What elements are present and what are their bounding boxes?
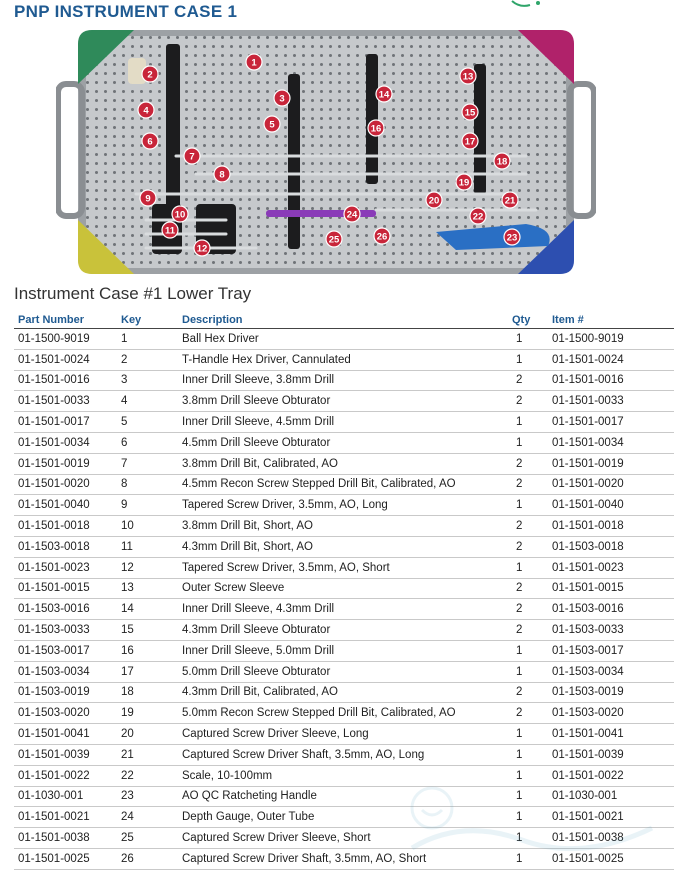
table-row (14, 828, 674, 849)
cell-key: 5 (117, 412, 178, 433)
cell-qty: 2 (508, 703, 548, 724)
cell-part-number: 01-1501-0018 (14, 516, 117, 537)
cell-description: Captured Screw Driver Shaft, 3.5mm, AO, Long (178, 744, 508, 765)
cell-part-number: 01-1503-0018 (14, 536, 117, 557)
cell-qty: 2 (508, 578, 548, 599)
cell-part-number: 01-1501-0041 (14, 724, 117, 745)
cell-part-number: 01-1501-0021 (14, 807, 117, 828)
cell-qty: 2 (508, 474, 548, 495)
callout-label: 13 (462, 71, 474, 83)
cell-qty: 1 (508, 848, 548, 869)
cell-qty: 1 (508, 786, 548, 807)
col-header-item: Item # (548, 312, 674, 329)
cell-part-number: 01-1503-0017 (14, 640, 117, 661)
cell-description: 4.3mm Drill Bit, Calibrated, AO (178, 682, 508, 703)
cell-part-number: 01-1030-001 (14, 786, 117, 807)
table-row (14, 599, 674, 620)
table-row (14, 848, 674, 869)
table-row (14, 391, 674, 412)
cell-key: 9 (117, 495, 178, 516)
cell-key: 7 (117, 453, 178, 474)
cell-key: 24 (117, 807, 178, 828)
cell-part-number: 01-1503-0020 (14, 703, 117, 724)
cell-item: 01-1503-0020 (548, 703, 674, 724)
table-row (14, 495, 674, 516)
table-row (14, 620, 674, 641)
cell-key: 22 (117, 765, 178, 786)
table-row (14, 453, 674, 474)
cell-qty: 2 (508, 599, 548, 620)
section-title: Instrument Case #1 Lower Tray (14, 284, 252, 303)
cell-description: Tapered Screw Driver, 3.5mm, AO, Long (178, 495, 508, 516)
cell-part-number: 01-1503-0033 (14, 620, 117, 641)
callout-label: 24 (346, 209, 358, 221)
cell-key: 25 (117, 828, 178, 849)
cell-key: 21 (117, 744, 178, 765)
cell-qty: 1 (508, 828, 548, 849)
callout-label: 20 (428, 195, 440, 207)
cell-qty: 2 (508, 516, 548, 537)
cell-key: 1 (117, 329, 178, 350)
cell-description: 3.8mm Drill Bit, Calibrated, AO (178, 453, 508, 474)
cell-qty: 1 (508, 640, 548, 661)
cell-key: 12 (117, 557, 178, 578)
callout-label: 1 (251, 57, 257, 69)
cell-part-number: 01-1501-0023 (14, 557, 117, 578)
callout-label: 25 (328, 234, 340, 246)
cell-description: 3.8mm Drill Bit, Short, AO (178, 516, 508, 537)
cell-description: 4.5mm Recon Screw Stepped Drill Bit, Calibrated, AO (178, 474, 508, 495)
cell-description: AO QC Ratcheting Handle (178, 786, 508, 807)
cell-part-number: 01-1501-0024 (14, 349, 117, 370)
cell-part-number: 01-1503-0019 (14, 682, 117, 703)
cell-item: 01-1501-0024 (548, 349, 674, 370)
callout-label: 22 (472, 211, 484, 223)
cell-item: 01-1501-0041 (548, 724, 674, 745)
cell-part-number: 01-1501-0022 (14, 765, 117, 786)
callout-label: 14 (378, 89, 390, 101)
table-row (14, 349, 674, 370)
cell-description: Ball Hex Driver (178, 329, 508, 350)
cell-item: 01-1501-0018 (548, 516, 674, 537)
callout-label: 17 (464, 136, 476, 148)
cell-part-number: 01-1501-0034 (14, 432, 117, 453)
instrument-tray-photo (56, 24, 596, 280)
cell-key: 17 (117, 661, 178, 682)
table-row (14, 765, 674, 786)
cell-part-number: 01-1503-0016 (14, 599, 117, 620)
callout-label: 4 (143, 105, 149, 117)
table-row (14, 724, 674, 745)
cell-key: 10 (117, 516, 178, 537)
cell-part-number: 01-1501-0020 (14, 474, 117, 495)
cell-part-number: 01-1501-0019 (14, 453, 117, 474)
table-row (14, 329, 674, 350)
callout-label: 5 (269, 119, 275, 131)
cell-key: 16 (117, 640, 178, 661)
cell-qty: 1 (508, 765, 548, 786)
cell-key: 20 (117, 724, 178, 745)
cell-qty: 1 (508, 724, 548, 745)
cell-qty: 2 (508, 391, 548, 412)
table-row (14, 682, 674, 703)
cell-qty: 1 (508, 495, 548, 516)
table-row (14, 432, 674, 453)
cell-part-number: 01-1500-9019 (14, 329, 117, 350)
cell-part-number: 01-1501-0040 (14, 495, 117, 516)
page-title: PNP INSTRUMENT CASE 1 (14, 2, 238, 21)
callout-label: 11 (164, 225, 176, 237)
cell-qty: 2 (508, 453, 548, 474)
table-row (14, 516, 674, 537)
cell-description: Inner Drill Sleeve, 3.8mm Drill (178, 370, 508, 391)
cell-description: 4.3mm Drill Sleeve Obturator (178, 620, 508, 641)
callout-label: 15 (464, 107, 476, 119)
callout-label: 19 (458, 177, 470, 189)
callout-label: 2 (147, 69, 153, 81)
cell-item: 01-1503-0034 (548, 661, 674, 682)
cell-qty: 2 (508, 682, 548, 703)
cell-description: Captured Screw Driver Shaft, 3.5mm, AO, Short (178, 848, 508, 869)
cell-description: 4.3mm Drill Bit, Short, AO (178, 536, 508, 557)
cell-part-number: 01-1501-0016 (14, 370, 117, 391)
cell-item: 01-1501-0021 (548, 807, 674, 828)
cell-description: Scale, 10-100mm (178, 765, 508, 786)
cell-qty: 1 (508, 349, 548, 370)
cell-qty: 1 (508, 661, 548, 682)
cell-description: Tapered Screw Driver, 3.5mm, AO, Short (178, 557, 508, 578)
cell-item: 01-1501-0017 (548, 412, 674, 433)
cell-qty: 1 (508, 329, 548, 350)
cell-item: 01-1501-0019 (548, 453, 674, 474)
col-header-part-number: Part Number (14, 312, 117, 329)
table-row (14, 744, 674, 765)
table-row (14, 536, 674, 557)
cell-item: 01-1503-0019 (548, 682, 674, 703)
callout-label: 18 (496, 156, 508, 168)
callout-label: 21 (504, 195, 516, 207)
cell-item: 01-1503-0016 (548, 599, 674, 620)
table-row (14, 640, 674, 661)
cell-key: 2 (117, 349, 178, 370)
cell-description: 5.0mm Drill Sleeve Obturator (178, 661, 508, 682)
table-row (14, 370, 674, 391)
cell-item: 01-1501-0015 (548, 578, 674, 599)
cell-item: 01-1501-0033 (548, 391, 674, 412)
cell-description: Depth Gauge, Outer Tube (178, 807, 508, 828)
cell-item: 01-1501-0039 (548, 744, 674, 765)
cell-key: 18 (117, 682, 178, 703)
cell-part-number: 01-1501-0017 (14, 412, 117, 433)
cell-item: 01-1501-0022 (548, 765, 674, 786)
cell-item: 01-1503-0017 (548, 640, 674, 661)
table-row (14, 412, 674, 433)
cell-qty: 1 (508, 807, 548, 828)
cell-item: 01-1501-0038 (548, 828, 674, 849)
col-header-qty: Qty (508, 312, 548, 329)
table-row (14, 578, 674, 599)
table-header-row (14, 312, 674, 329)
cell-description: Inner Drill Sleeve, 4.3mm Drill (178, 599, 508, 620)
cell-qty: 1 (508, 744, 548, 765)
cell-part-number: 01-1501-0038 (14, 828, 117, 849)
table-row (14, 703, 674, 724)
cell-description: Inner Drill Sleeve, 4.5mm Drill (178, 412, 508, 433)
callout-label: 23 (506, 232, 518, 244)
cell-key: 23 (117, 786, 178, 807)
cell-key: 15 (117, 620, 178, 641)
cell-key: 11 (117, 536, 178, 557)
cell-key: 19 (117, 703, 178, 724)
cell-part-number: 01-1501-0015 (14, 578, 117, 599)
table-row (14, 661, 674, 682)
cell-item: 01-1501-0034 (548, 432, 674, 453)
cell-item: 01-1501-0016 (548, 370, 674, 391)
callout-label: 7 (189, 151, 195, 163)
cell-item: 01-1501-0023 (548, 557, 674, 578)
cell-qty: 1 (508, 557, 548, 578)
cell-key: 6 (117, 432, 178, 453)
callout-label: 9 (145, 193, 151, 205)
col-header-key: Key (117, 312, 178, 329)
callout-label: 6 (147, 136, 153, 148)
cell-description: Captured Screw Driver Sleeve, Short (178, 828, 508, 849)
cell-item: 01-1501-0040 (548, 495, 674, 516)
cell-part-number: 01-1503-0034 (14, 661, 117, 682)
cell-description: 5.0mm Recon Screw Stepped Drill Bit, Calibrated, AO (178, 703, 508, 724)
cell-qty: 2 (508, 620, 548, 641)
cell-key: 3 (117, 370, 178, 391)
cell-item: 01-1503-0033 (548, 620, 674, 641)
logo-fragment (510, 0, 554, 8)
cell-part-number: 01-1501-0033 (14, 391, 117, 412)
callout-label: 8 (219, 169, 225, 181)
callout-label: 10 (174, 209, 186, 221)
cell-description: 4.5mm Drill Sleeve Obturator (178, 432, 508, 453)
cell-key: 4 (117, 391, 178, 412)
cell-part-number: 01-1501-0025 (14, 848, 117, 869)
parts-table (14, 312, 674, 870)
cell-qty: 1 (508, 432, 548, 453)
cell-qty: 2 (508, 370, 548, 391)
cell-item: 01-1501-0020 (548, 474, 674, 495)
cell-description: Inner Drill Sleeve, 5.0mm Drill (178, 640, 508, 661)
cell-qty: 2 (508, 536, 548, 557)
table-row (14, 807, 674, 828)
cell-item: 01-1503-0018 (548, 536, 674, 557)
cell-key: 14 (117, 599, 178, 620)
cell-item: 01-1500-9019 (548, 329, 674, 350)
cell-key: 8 (117, 474, 178, 495)
cell-description: Outer Screw Sleeve (178, 578, 508, 599)
col-header-description: Description (178, 312, 508, 329)
cell-description: Captured Screw Driver Sleeve, Long (178, 724, 508, 745)
cell-item: 01-1501-0025 (548, 848, 674, 869)
callout-label: 3 (279, 93, 285, 105)
cell-item: 01-1030-001 (548, 786, 674, 807)
cell-part-number: 01-1501-0039 (14, 744, 117, 765)
table-row (14, 557, 674, 578)
cell-qty: 1 (508, 412, 548, 433)
cell-description: 3.8mm Drill Sleeve Obturator (178, 391, 508, 412)
cell-key: 13 (117, 578, 178, 599)
table-row (14, 474, 674, 495)
cell-description: T-Handle Hex Driver, Cannulated (178, 349, 508, 370)
cell-key: 26 (117, 848, 178, 869)
callout-label: 16 (370, 123, 382, 135)
callout-label: 12 (196, 243, 208, 255)
table-row (14, 786, 674, 807)
callout-label: 26 (376, 231, 388, 243)
